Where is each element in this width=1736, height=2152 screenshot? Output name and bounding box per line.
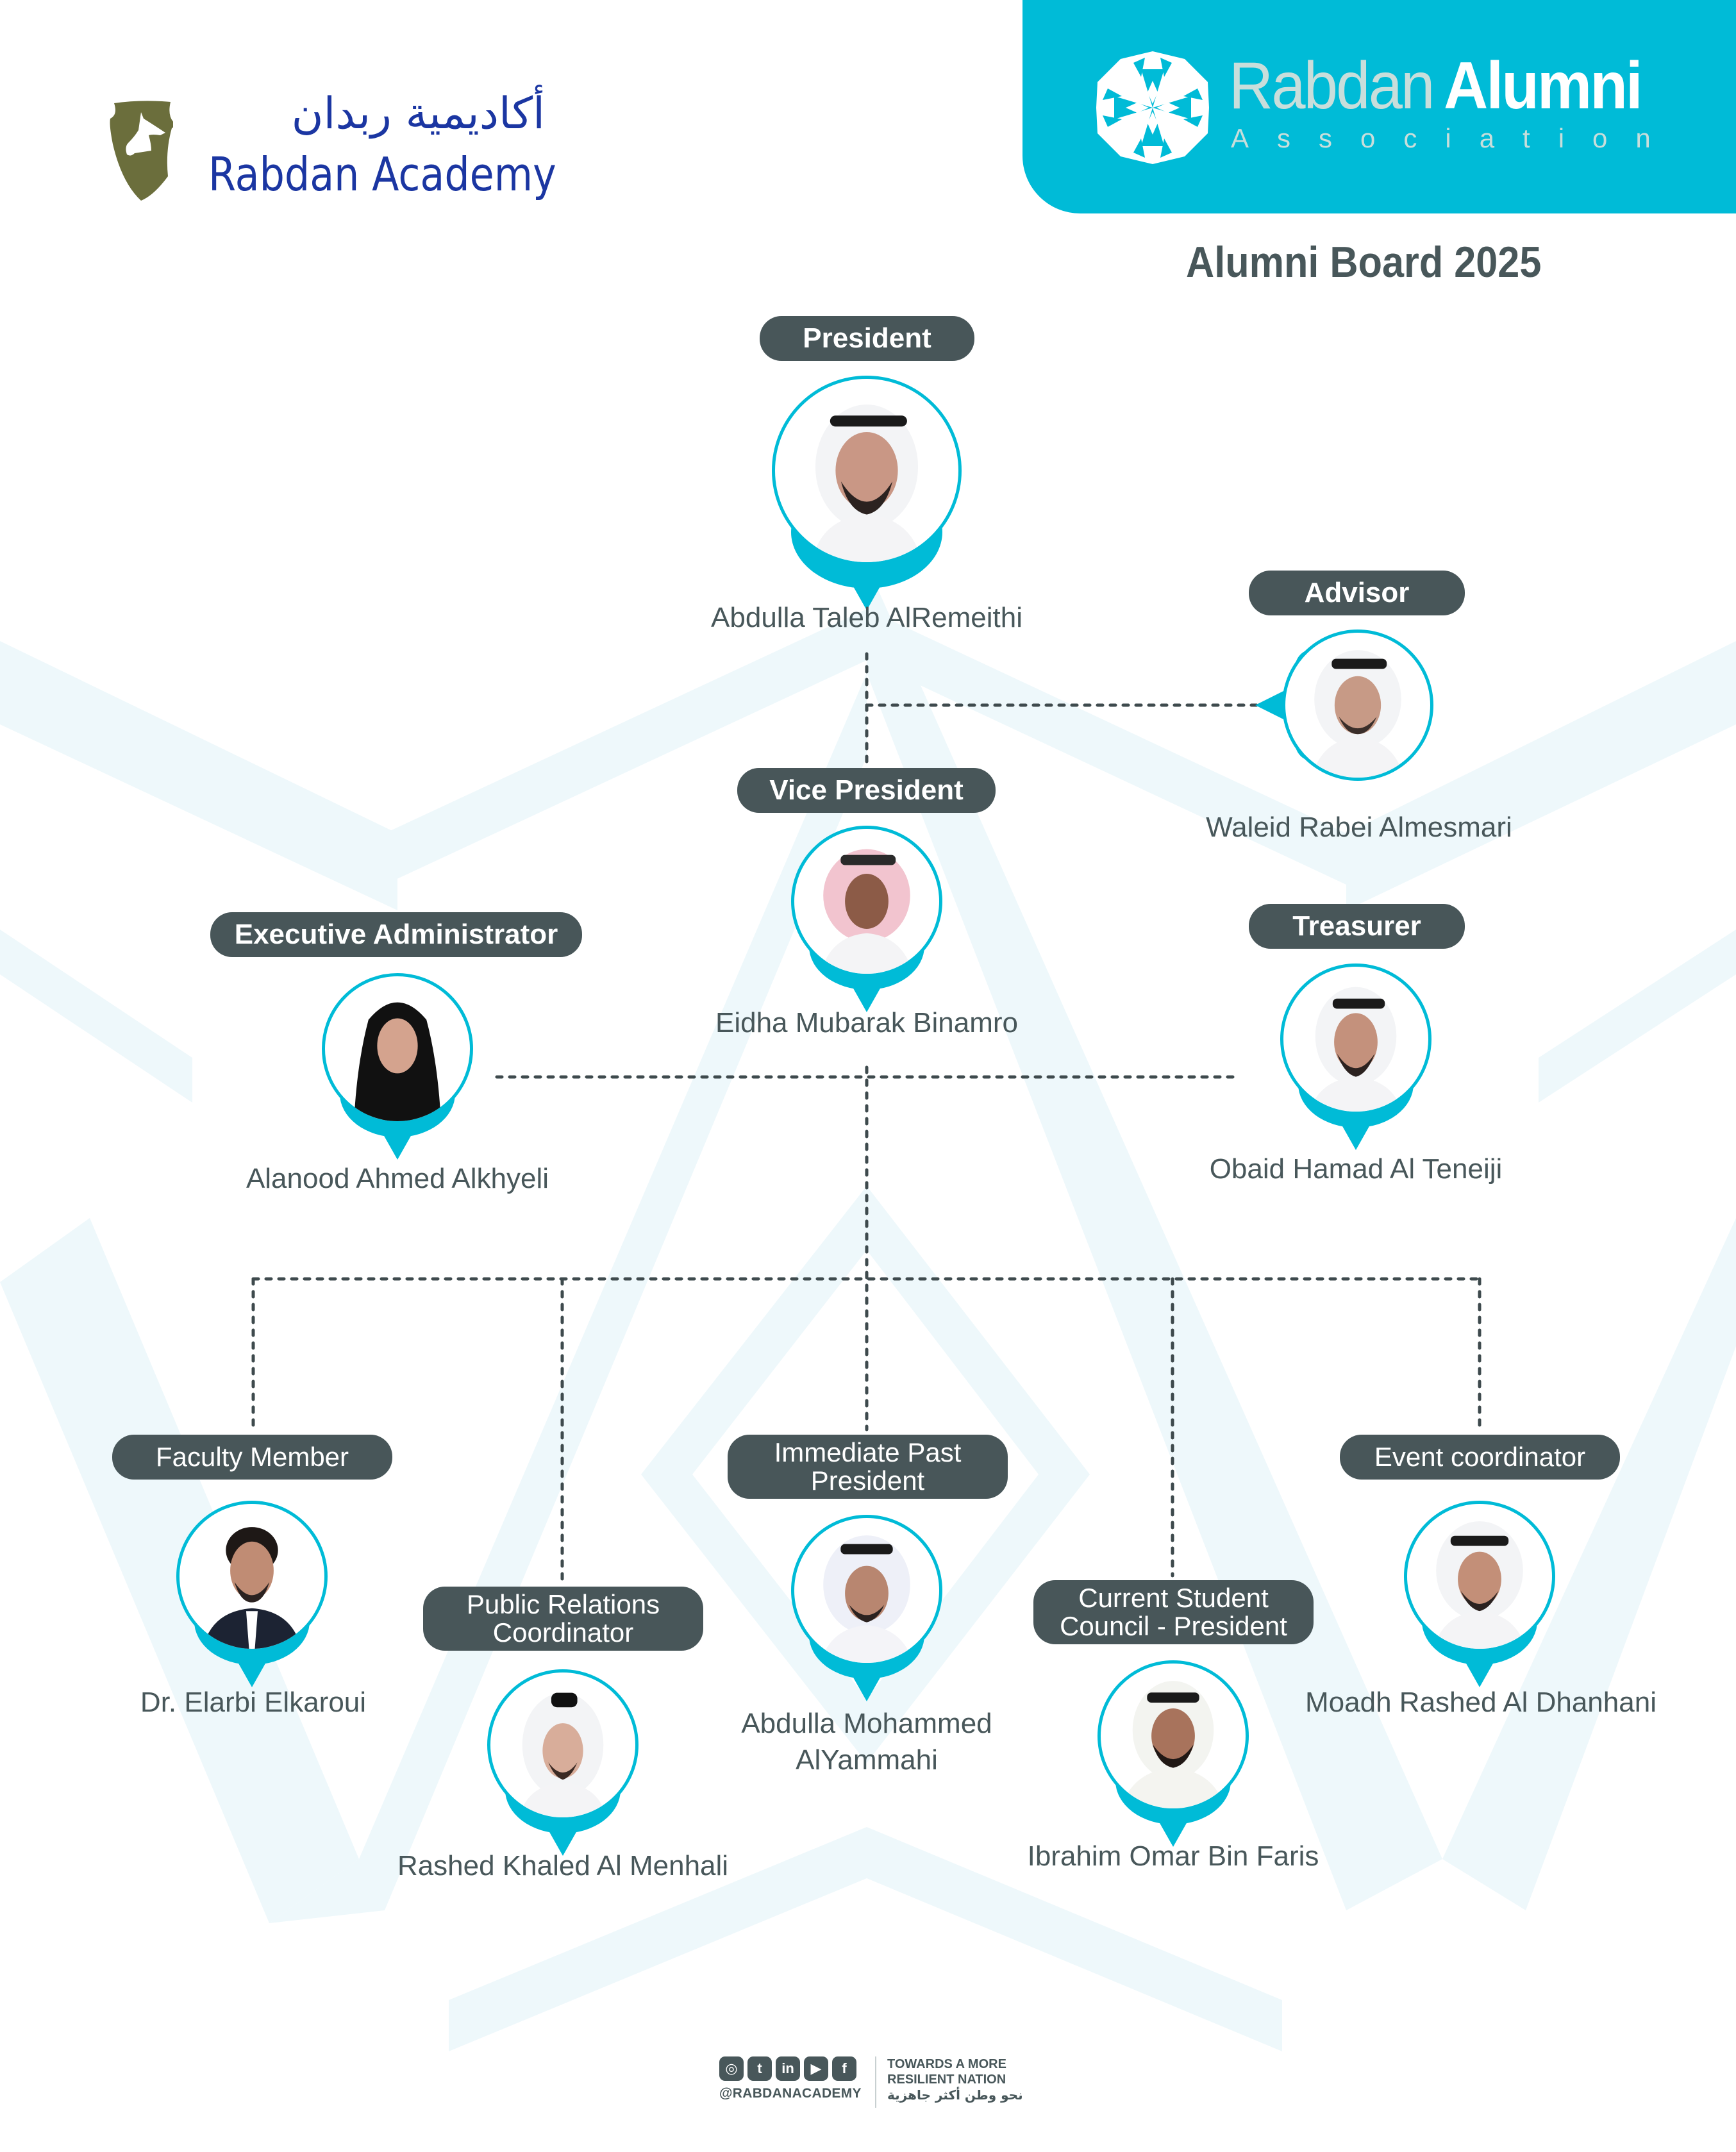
- rabdan-academy-logo: [109, 88, 556, 212]
- role-label-line2: Council - President: [1060, 1611, 1287, 1641]
- photo-president: [772, 376, 962, 565]
- tagline-line2: RESILIENT NATION: [887, 2073, 1006, 2087]
- photo-vice-president: [791, 826, 942, 977]
- person-avatar-icon: [179, 1504, 324, 1649]
- tagline-arabic: نحو وطن أكثر جاهزية: [887, 2087, 1023, 2103]
- academy-english-name: Rabdan Academy: [208, 147, 556, 201]
- horse-shield-icon: [109, 99, 173, 202]
- youtube-icon[interactable]: ▶: [804, 2056, 828, 2081]
- role-badge-advisor: Advisor: [1249, 571, 1465, 615]
- wordmark-rabdan: Rabdan: [1229, 49, 1433, 123]
- role-badge-immediate-past-president: [728, 1435, 1008, 1499]
- photo-immediate-past-president: [791, 1515, 942, 1666]
- member-name-president: Abdulla Taleb AlRemeithi: [711, 602, 1022, 633]
- photo-student-council-president: [1098, 1660, 1249, 1812]
- footer: [719, 2056, 1027, 2121]
- person-avatar-icon: [1285, 633, 1430, 778]
- role-label-line2: Coordinator: [492, 1617, 634, 1647]
- person-avatar-icon: [794, 829, 939, 974]
- photo-faculty-member: [176, 1501, 328, 1652]
- academy-arabic-name: أكاديمية ربدان: [291, 88, 545, 139]
- photo-treasurer: [1280, 963, 1431, 1115]
- facebook-icon[interactable]: f: [832, 2056, 856, 2081]
- member-name-executive-administrator: Alanood Ahmed Alkhyeli: [246, 1163, 549, 1194]
- alumni-wordmark: [1229, 49, 1641, 123]
- role-label: Faculty Member: [155, 1441, 349, 1472]
- tagline-line1: TOWARDS A MORE: [887, 2057, 1006, 2071]
- person-avatar-icon: [775, 379, 958, 562]
- role-label-line1: Public Relations: [466, 1589, 660, 1619]
- photo-executive-administrator: [322, 973, 473, 1124]
- page-title: Alumni Board 2025: [1186, 238, 1542, 287]
- instagram-icon[interactable]: ◎: [719, 2056, 744, 2081]
- member-name-advisor: Waleid Rabei Almesmari: [1206, 812, 1512, 843]
- role-label-line2: President: [810, 1465, 925, 1496]
- social-handle: @RABDANACADEMY: [719, 2086, 862, 2101]
- person-avatar-icon: [794, 1518, 939, 1663]
- geometric-emblem-icon: [1095, 50, 1210, 165]
- role-label: Event coordinator: [1374, 1441, 1586, 1472]
- alumni-association-header: [1022, 0, 1736, 213]
- tagline: [887, 2056, 1023, 2103]
- member-name-treasurer: Obaid Hamad Al Teneiji: [1209, 1153, 1503, 1185]
- photo-event-coordinator: [1404, 1501, 1555, 1652]
- role-badge-executive-administrator: Executive Administrator: [210, 912, 582, 957]
- member-name-public-relations-coordinator: Rashed Khaled Al Menhali: [397, 1850, 729, 1881]
- person-avatar-icon: [325, 976, 470, 1121]
- role-badge-public-relations-coordinator: [423, 1587, 703, 1651]
- alumni-association-subtitle: Association: [1231, 123, 1679, 153]
- role-label-line1: Current Student: [1078, 1582, 1269, 1613]
- member-name-event-coordinator: Moadh Rashed Al Dhanhani: [1305, 1687, 1657, 1718]
- social-links: [719, 2056, 856, 2081]
- role-badge-event-coordinator: [1340, 1435, 1620, 1480]
- role-badge-treasurer: Treasurer: [1249, 904, 1465, 949]
- photo-advisor: [1282, 630, 1433, 781]
- name-line1: Abdulla Mohammed: [741, 1708, 992, 1739]
- person-avatar-icon: [490, 1672, 635, 1817]
- role-badge-vice-president: Vice President: [737, 768, 996, 813]
- name-line2: AlYammahi: [796, 1744, 938, 1776]
- person-avatar-icon: [1407, 1504, 1552, 1649]
- member-name-vice-president: Eidha Mubarak Binamro: [715, 1007, 1018, 1038]
- role-badge-faculty-member: [112, 1435, 392, 1480]
- role-badge-president: President: [760, 316, 974, 361]
- member-name-student-council-president: Ibrahim Omar Bin Faris: [1027, 1840, 1319, 1872]
- member-name-faculty-member: Dr. Elarbi Elkaroui: [140, 1687, 367, 1718]
- role-badge-student-council-president: [1033, 1580, 1314, 1644]
- linkedin-icon[interactable]: in: [776, 2056, 800, 2081]
- role-label-line1: Immediate Past: [774, 1437, 962, 1467]
- footer-divider: [875, 2056, 876, 2108]
- wordmark-alumni: Alumni: [1444, 49, 1641, 123]
- person-avatar-icon: [1283, 967, 1428, 1112]
- member-name-immediate-past-president: [674, 1705, 1059, 1778]
- twitter-icon[interactable]: t: [747, 2056, 772, 2081]
- photo-public-relations-coordinator: [487, 1669, 638, 1821]
- person-avatar-icon: [1101, 1664, 1246, 1808]
